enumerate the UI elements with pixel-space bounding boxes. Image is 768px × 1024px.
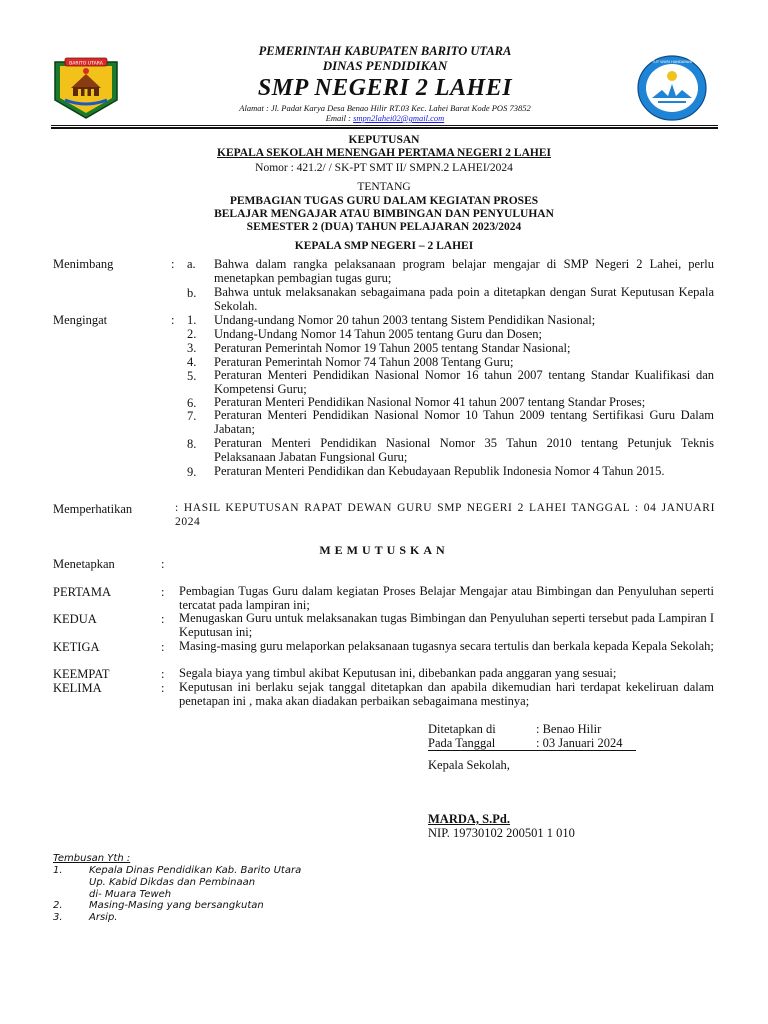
mengingat-item-number: 9. [187,465,197,479]
decision-text: Keputusan ini berlaku sejak tanggal ditetapkan dan apabila dikemudian hari terdapat kekeliruan dalam penetapan ini , maka akan diadakan perbaikan sebagaimana mestinya; [179,680,714,708]
mengingat-item-number: 1. [187,313,197,327]
decision-colon: : [161,612,165,626]
sign-nip: NIP. 19730102 200501 1 010 [428,826,575,840]
memperhatikan-text: : HASIL KEPUTUSAN RAPAT DEWAN GURU SMP NEGERI 2 LAHEI TANGGAL : 04 JANUARI 2024 [175,502,715,528]
mengingat-item-number: 4. [187,355,197,369]
department-name: DINAS PENDIDIKAN [322,58,448,73]
menimbang-colon: : [171,257,175,271]
government-name: PEMERINTAH KABUPATEN BARITO UTARA [258,44,512,58]
decree-about: TENTANG [357,181,411,193]
mengingat-item-text: Peraturan Menteri Pendidikan Nasional Nomor 35 Tahun 2010 tentang Petunjuk Teknis Pelaksanaan Jabatan Fungsional Guru; [214,436,714,464]
decision-text: Pembagian Tugas Guru dalam kegiatan Proses Belajar Mengajar atau Bimbingan dan Penyuluhan seperti tercatat pada lampiran ini; [179,584,714,612]
decision-text: Masing-masing guru melaporkan pelaksanaan tugasnya secara tertulis dan berkala kepada Kepala Sekolah; [179,639,714,653]
decision-colon: : [161,667,165,681]
tembusan-item-number: 3. [53,912,63,923]
mengingat-item-number: 3. [187,341,197,355]
mengingat-label: Mengingat [53,313,108,327]
decree-number: Nomor : 421.2/ / SK-PT SMT II/ SMPN.2 LAHEI/2024 [255,162,513,174]
decision-text: Segala biaya yang timbul akibat Keputusan ini, dibebankan pada anggaran yang sesuai; [179,666,617,680]
menimbang-item-number: b. [187,286,197,300]
header-rule-thick [51,127,718,129]
decision-label: PERTAMA [53,585,111,599]
mengingat-item-number: 8. [187,437,197,451]
tembusan-item-number: 1. [53,865,63,876]
mengingat-colon: : [171,313,175,327]
svg-text:BARITO UTARA: BARITO UTARA [69,61,103,67]
menetapkan-colon: : [161,557,165,571]
decree-topic-line3: SEMESTER 2 (DUA) TAHUN PELAJARAN 2023/2024 [246,221,522,233]
sign-position: Kepala Sekolah, [428,758,510,772]
sign-date-label: Pada Tanggal [428,736,496,750]
mengingat-item-text: Undang-Undang Nomor 14 Tahun 2005 tentang Guru dan Dosen; [214,327,543,341]
decision-label: KETIGA [53,640,100,654]
decision-label: KEDUA [53,612,97,626]
tembusan-item-line: Kepala Dinas Pendidikan Kab. Barito Utara [89,865,302,876]
sign-date-value: : 03 Januari 2024 [536,736,623,750]
menimbang-item-text: Bahwa dalam rangka pelaksanaan program belajar mengajar di SMP Negeri 2 Lahei, perlu menetapkan pembagian tugas guru; [214,257,714,285]
sign-date-row [428,737,636,751]
decree-head: KEPALA SMP NEGERI – 2 LAHEI [294,240,474,252]
tembusan-item-line: Arsip. [89,912,118,923]
decree-topic-line1: PEMBAGIAN TUGAS GURU DALAM KEGIATAN PROSES [229,195,539,207]
mengingat-item-text: Peraturan Menteri Pendidikan Nasional Nomor 16 tahun 2007 tentang Standar Kualifikasi dan Kompetensi Guru; [214,368,714,396]
school-address: Alamat : Jl. Padat Karya Desa Benao Hilir RT.03 Kec. Lahei Barat Kode POS 73852 [239,103,531,113]
barito-utara-crest-icon [51,50,121,120]
decision-label: KEEMPAT [53,667,110,681]
tembusan-item-line: Masing-Masing yang bersangkutan [89,900,264,911]
mengingat-item-text: Peraturan Menteri Pendidikan Nasional Nomor 10 Tahun 2009 tentang Sertifikasi Guru Dalam Jabatan; [214,408,714,436]
letterhead [150,44,620,124]
tut-wuri-handayani-logo-icon [636,54,708,122]
svg-text:TUT WURI HANDAYANI: TUT WURI HANDAYANI [652,60,692,64]
menetapkan-label: Menetapkan [53,557,115,571]
mengingat-item-text: Peraturan Menteri Pendidikan Nasional Nomor 41 tahun 2007 tentang Standar Proses; [214,395,646,409]
tembusan-item-number: 2. [53,900,63,911]
sign-place-label: Ditetapkan di [428,722,496,736]
header-rule [51,125,718,126]
decision-text: Menugaskan Guru untuk melaksanakan tugas Bimbingan dan Penyuluhan seperti tersebut pada Lampiran I Keputusan ini; [179,611,714,639]
email-label: Email : [325,113,354,123]
mengingat-item-number: 6. [187,396,197,410]
mengingat-item-text: Peraturan Pemerintah Nomor 19 Tahun 2005 tentang Standar Nasional; [214,341,571,355]
mengingat-item-text: Peraturan Pemerintah Nomor 74 Tahun 2008 Tentang Guru; [214,355,514,369]
mengingat-item-text: Undang-undang Nomor 20 tahun 2003 tentang Sistem Pendidikan Nasional; [214,313,596,327]
tembusan-item-line: di- Muara Teweh [89,889,172,900]
decision-colon: : [161,681,165,695]
school-email-link[interactable]: smpn2lahei02@gmail.com [353,113,445,123]
decision-colon: : [161,640,165,654]
mengingat-item-number: 2. [187,327,197,341]
decision-colon: : [161,585,165,599]
memutuskan-heading: MEMUTUSKAN [319,543,449,557]
sign-place-value: : Benao Hilir [536,722,602,736]
tembusan-title: Tembusan Yth : [53,853,131,864]
school-email-line [150,113,620,124]
decree-title: KEPUTUSAN [348,134,420,146]
menimbang-item-number: a. [187,257,196,271]
sign-name: MARDA, S.Pd. [428,812,510,826]
mengingat-item-number: 5. [187,369,197,383]
mengingat-item-text: Peraturan Menteri Pendidikan dan Kebudayaan Republik Indonesia Nomor 4 Tahun 2015. [214,464,665,478]
menimbang-label: Menimbang [53,257,114,271]
decree-subtitle: KEPALA SEKOLAH MENENGAH PERTAMA NEGERI 2 LAHEI [217,147,551,159]
school-name: SMP NEGERI 2 LAHEI [257,75,513,101]
decree-topic-line2: BELAJAR MENGAJAR ATAU BIMBINGAN DAN PENYULUHAN [214,208,554,220]
menimbang-item-text: Bahwa untuk melaksanakan sebagaimana pada poin a ditetapkan dengan Surat Keputusan Kepala Sekolah. [214,285,714,313]
decision-label: KELIMA [53,681,102,695]
tembusan-item-line: Up. Kabid Dikdas dan Pembinaan [89,877,256,888]
mengingat-item-number: 7. [187,409,197,423]
memperhatikan-label: Memperhatikan [53,502,133,516]
